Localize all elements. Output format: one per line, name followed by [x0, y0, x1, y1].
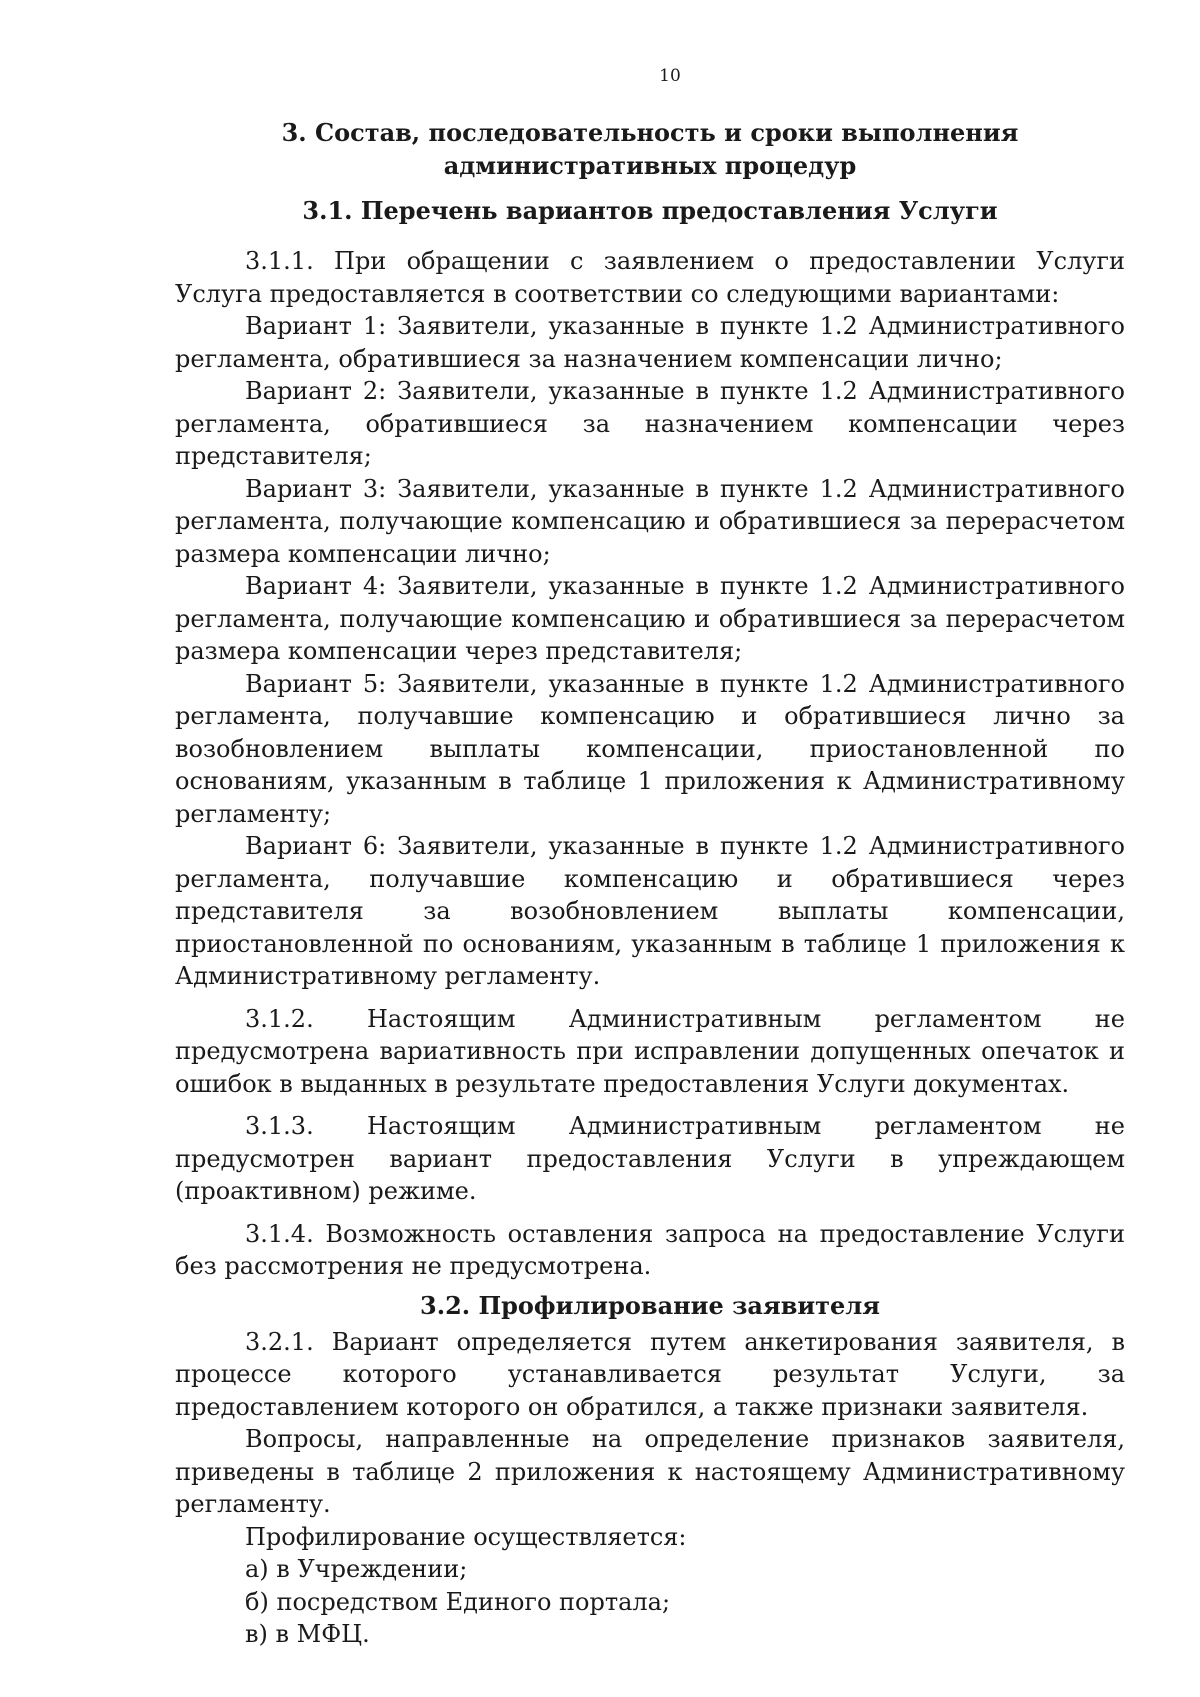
section-3-heading: 3. Состав, последовательность и сроки выполнения административных процедур	[281, 118, 1019, 180]
paragraph-3-1-4: 3.1.4. Возможность оставления запроса на предоставление Услуги без рассмотрения не предусмотрена.	[175, 1219, 1125, 1280]
variant-1: Вариант 1: Заявители, указанные в пункте 1.2 Административного регламента, обратившиеся за назначением компенсации лично;	[175, 312, 1125, 373]
list-item-c: в) в МФЦ.	[245, 1620, 370, 1648]
list-item-a: а) в Учреждении;	[245, 1555, 468, 1583]
paragraph-3-1-3: 3.1.3. Настоящим Административным регламентом не предусмотрен вариант предоставления Услуги в упреждающем (проактивном) режиме.	[175, 1112, 1125, 1205]
list-item-b: б) посредством Единого портала;	[245, 1587, 671, 1616]
paragraph-questions: Вопросы, направленные на определение признаков заявителя, приведены в таблице 2 приложения к настоящему Административному регламенту.	[175, 1425, 1125, 1518]
variant-6: Вариант 6: Заявители, указанные в пункте 1.2 Административного регламента, получавшие компенсацию и обратившиеся через представителя за возобновлением выплаты компенсации, приостановленной по основаниям, указанным в таблице 1 приложения к Административному регламенту.	[175, 832, 1125, 990]
document-page	[175, 66, 1125, 1651]
page-number: 10	[659, 66, 681, 86]
paragraph-3-1-2: 3.1.2. Настоящим Административным регламентом не предусмотрена вариативность при исправлении допущенных опечаток и ошибок в выданных в результате предоставления Услуги документах.	[175, 1004, 1125, 1098]
variant-5: Вариант 5: Заявители, указанные в пункте 1.2 Административного регламента, получавшие компенсацию и обратившиеся лично за возобновлением выплаты компенсации, приостановленной по основаниям, указанным в таблице 1 приложения к Административному регламенту;	[175, 669, 1125, 828]
paragraph-3-1-1: 3.1.1. При обращении с заявлением о предоставлении Услуги Услуга предоставляется в соответствии со следующими вариантами:	[175, 247, 1125, 308]
section-3-1-heading: 3.1. Перечень вариантов предоставления Услуги	[302, 196, 998, 225]
section-3-2-heading: 3.2. Профилирование заявителя	[420, 1290, 880, 1320]
paragraph-profiling: Профилирование осуществляется:	[245, 1522, 687, 1551]
variant-2: Вариант 2: Заявители, указанные в пункте 1.2 Административного регламента, обратившиеся за назначением компенсации через представителя;	[175, 377, 1125, 470]
paragraph-3-2-1: 3.2.1. Вариант определяется путем анкетирования заявителя, в процессе которого устанавливается результат Услуги, за предоставлением которого он обратился, а также признаки заявителя.	[175, 1327, 1125, 1421]
variant-3: Вариант 3: Заявители, указанные в пункте 1.2 Административного регламента, получающие компенсацию и обратившиеся за перерасчетом размера компенсации лично;	[175, 474, 1125, 568]
variant-4: Вариант 4: Заявители, указанные в пункте 1.2 Административного регламента, получающие компенсацию и обратившиеся за перерасчетом размера компенсации через представителя;	[175, 572, 1125, 665]
